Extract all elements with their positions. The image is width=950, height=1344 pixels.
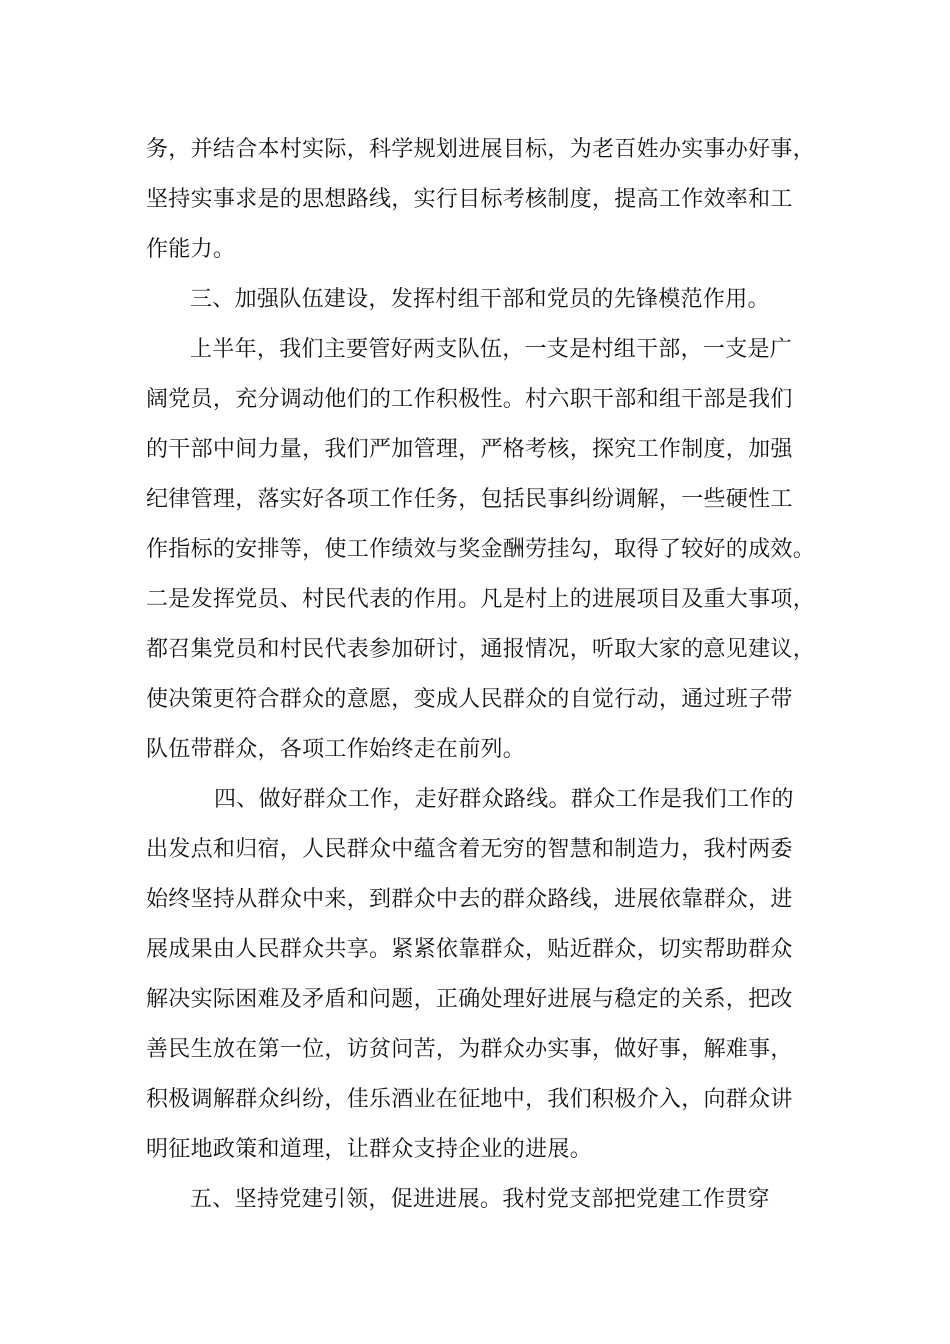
text-line: 上半年，我们主要管好两支队伍，一支是村组干部，一支是广 xyxy=(190,337,793,362)
text-line: 使决策更符合群众的意愿，变成人民群众的自觉行动，通过班子带 xyxy=(146,687,793,712)
section-heading: 三、加强队伍建设，发挥村组干部和党员的先锋模范作用。 xyxy=(190,287,770,312)
section-heading: 四、做好群众工作，走好群众路线。群众工作是我们工作的 xyxy=(214,787,794,812)
text-line: 的干部中间力量，我们严加管理，严格考核，探究工作制度，加强 xyxy=(146,437,793,462)
text-line: 纪律管理，落实好各项工作任务，包括民事纠纷调解，一些硬性工 xyxy=(146,487,793,512)
text-line: 务，并结合本村实际，科学规划进展目标，为老百姓办实事办好事， xyxy=(146,137,816,162)
text-line: 明征地政策和道理，让群众支持企业的进展。 xyxy=(146,1137,593,1162)
text-line: 作指标的安排等，使工作绩效与奖金酬劳挂勾，取得了较好的成效。 xyxy=(146,537,816,562)
text-line: 出发点和归宿，人民群众中蕴含着无穷的智慧和制造力，我村两委 xyxy=(146,837,793,862)
text-line: 阔党员，充分调动他们的工作积极性。村六职干部和组干部是我们 xyxy=(146,387,793,412)
text-line: 二是发挥党员、村民代表的作用。凡是村上的进展项目及重大事项， xyxy=(146,587,816,612)
text-line: 坚持实事求是的思想路线，实行目标考核制度，提高工作效率和工 xyxy=(146,187,793,212)
section-heading: 五、坚持党建引领，促进进展。我村党支部把党建工作贯穿 xyxy=(190,1187,770,1212)
text-line: 解决实际困难及矛盾和问题，正确处理好进展与稳定的关系，把改 xyxy=(146,987,793,1012)
text-line: 善民生放在第一位，访贫问苦，为群众办实事，做好事，解难事， xyxy=(146,1037,793,1062)
text-line: 队伍带群众，各项工作始终走在前列。 xyxy=(146,737,526,762)
text-line: 始终坚持从群众中来，到群众中去的群众路线，进展依靠群众，进 xyxy=(146,887,793,912)
text-line: 作能力。 xyxy=(146,237,236,262)
text-line: 都召集党员和村民代表参加研讨，通报情况，听取大家的意见建议， xyxy=(146,637,816,662)
text-line: 展成果由人民群众共享。紧紧依靠群众，贴近群众，切实帮助群众 xyxy=(146,937,793,962)
text-line: 积极调解群众纠纷，佳乐酒业在征地中，我们积极介入，向群众讲 xyxy=(146,1087,793,1112)
